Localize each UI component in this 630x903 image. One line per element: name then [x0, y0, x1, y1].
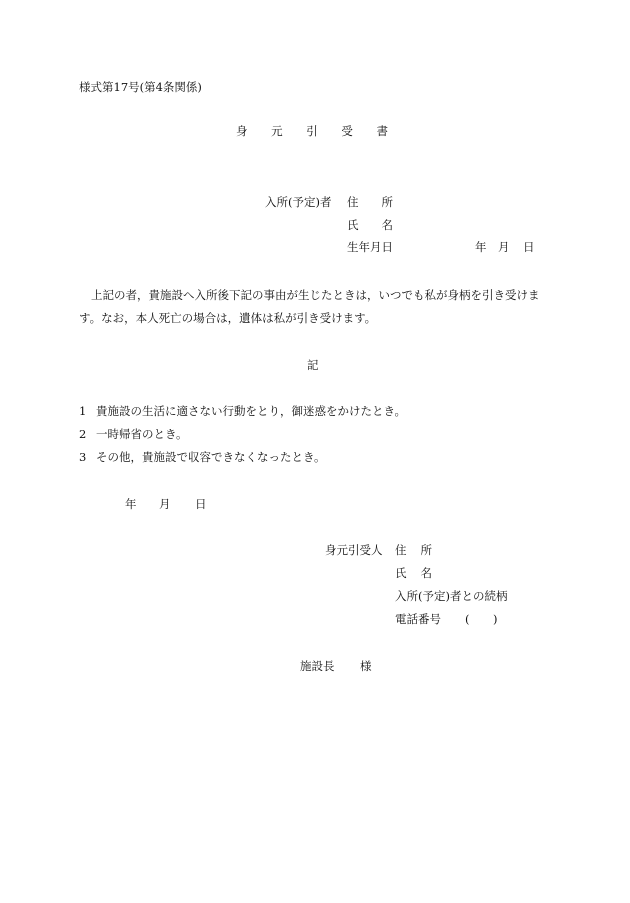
list-item-text: 一時帰省のとき。	[96, 427, 188, 441]
guarantor-name-label: 氏 名	[395, 566, 432, 580]
phone-close-paren: )	[493, 612, 498, 626]
title-char: 受	[341, 124, 353, 138]
addressee-title: 施設長	[300, 659, 335, 673]
phone-open-paren: (	[465, 612, 470, 626]
list-item-number: 1	[79, 404, 87, 418]
birthdate-year-label: 年	[475, 240, 487, 254]
list-item-text: 貴施設の生活に適さない行動をとり，御迷惑をかけたとき。	[96, 404, 407, 418]
body-paragraph-line-1: 上記の者，貴施設へ入所後下記の事由が生じたときは，いつでも私が身柄を引き受けま	[91, 288, 540, 302]
title-char: 身	[236, 124, 248, 138]
date-month-label: 月	[159, 497, 171, 511]
list-item	[79, 406, 86, 418]
admittee-label: 入所(予定)者	[265, 195, 332, 209]
document-title	[236, 126, 388, 138]
date-day-label: 日	[195, 497, 207, 511]
addressee-honorific: 様	[360, 659, 372, 673]
guarantor-label: 身元引受人	[325, 543, 383, 557]
admittee-birthdate-label: 生年月日	[347, 240, 393, 254]
title-char: 書	[376, 124, 388, 138]
guarantor-phone-label: 電話番号	[395, 612, 441, 626]
list-item-number: 2	[79, 427, 87, 441]
form-number: 様式第17号(第4条関係)	[79, 80, 202, 94]
list-item	[79, 452, 86, 464]
guarantor-address-label: 住 所	[395, 543, 432, 557]
guarantor-relation-label: 入所(予定)者との続柄	[395, 589, 508, 603]
list-item-text: その他，貴施設で収容できなくなったとき。	[96, 450, 326, 464]
birthdate-month-label: 月	[498, 240, 510, 254]
ki-heading: 記	[307, 358, 319, 372]
body-paragraph-line-2: す。なお，本人死亡の場合は，遺体は私が引き受けます。	[79, 311, 377, 325]
list-item	[79, 429, 86, 441]
birthdate-day-label: 日	[523, 240, 535, 254]
date-year-label: 年	[125, 497, 137, 511]
admittee-address-label: 住 所	[347, 195, 393, 209]
title-char: 引	[306, 124, 318, 138]
title-char: 元	[271, 124, 283, 138]
admittee-name-label: 氏 名	[347, 218, 393, 232]
list-item-number: 3	[79, 450, 87, 464]
